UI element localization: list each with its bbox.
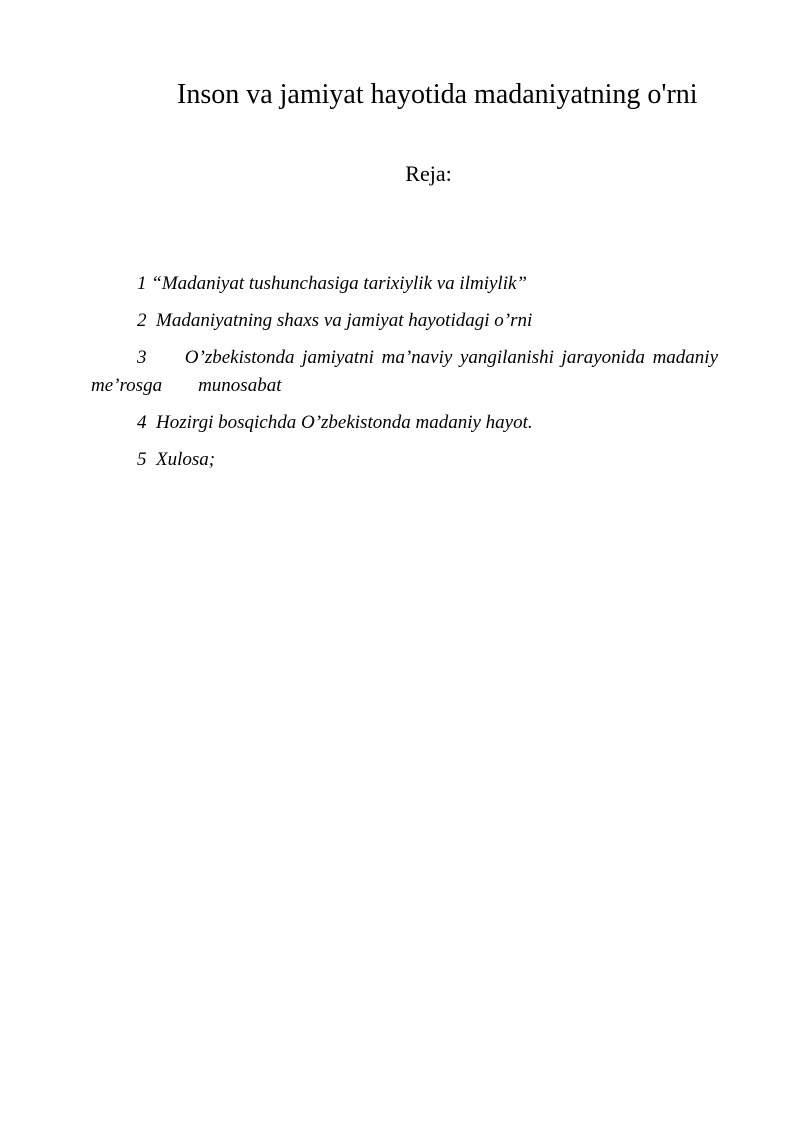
plan-item-number: 3 (137, 347, 147, 368)
plan-item-4 (91, 409, 718, 437)
plan-item-text-tail: munosabat (198, 375, 282, 396)
plan-item-5 (91, 446, 718, 474)
plan-item-number: 4 (137, 412, 147, 433)
document-title: Inson va jamiyat hayotida madaniyatning o'rni (177, 79, 698, 110)
plan-item-number: 5 (137, 449, 147, 470)
plan-item-number: 1 (137, 273, 147, 294)
plan-item-number: 2 (137, 310, 147, 331)
plan-item-text: O’zbekistonda jamiyatni ma’naviy yangilanishi jarayonida madaniy me’rosga (91, 347, 719, 396)
plan-item-text: Madaniyatning shaxs va jamiyat hayotidagi o’rni (156, 310, 533, 331)
plan-item-3 (91, 344, 718, 400)
plan-item-2 (91, 307, 718, 335)
plan-list (91, 270, 718, 483)
plan-item-1 (91, 270, 718, 298)
plan-item-text: Xulosa; (156, 449, 216, 470)
plan-item-text: “Madaniyat tushunchasiga tarixiylik va ilmiylik” (151, 273, 527, 294)
plan-heading: Reja: (405, 161, 452, 186)
plan-item-text: Hozirgi bosqichda O’zbekistonda madaniy hayot. (156, 412, 533, 433)
